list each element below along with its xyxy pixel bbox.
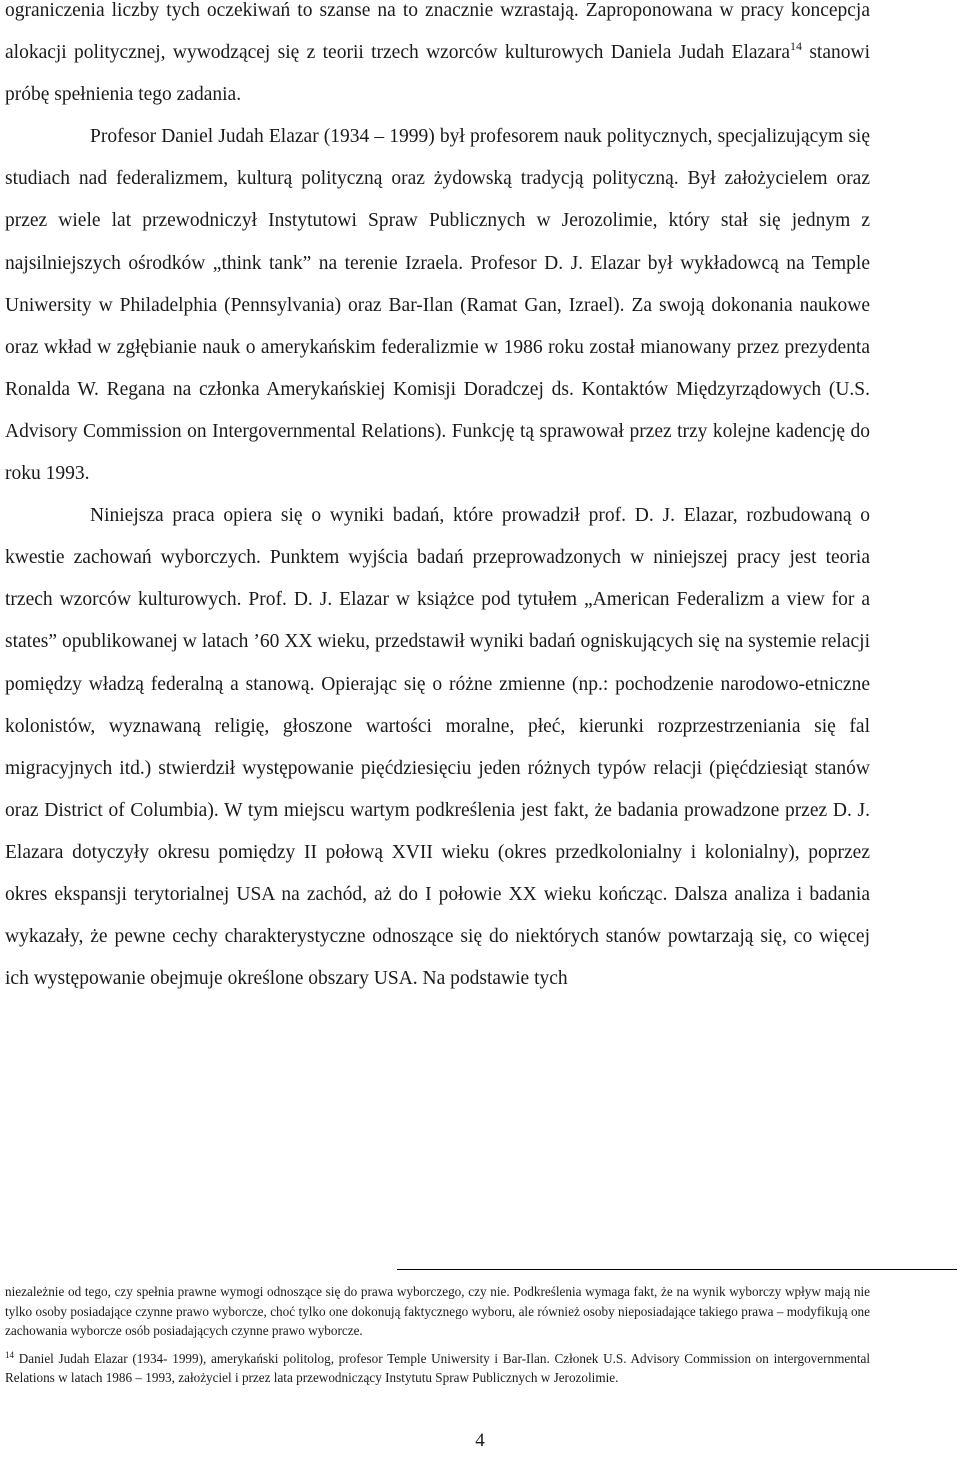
- paragraph-1-tail: stanowi próbę spełnienia tego zadania.: [5, 42, 870, 106]
- page-number: 4: [475, 1430, 485, 1451]
- paragraph-1-text: ograniczenia liczby tych oczekiwań to szanse na to znacznie wzrastają. Zaproponowana w pracy koncepcja alokacji politycznej, wywodzącej się z teorii trzech wzorców kulturowych Daniela Judah Elazara: [5, 0, 870, 64]
- footnote-14-marker: 14: [5, 1349, 14, 1360]
- footnote-ref-14[interactable]: 14: [790, 39, 802, 54]
- document-page: [5, 0, 870, 1000]
- footnote-14: [5, 1349, 870, 1388]
- footnote-14-text: Daniel Judah Elazar (1934- 1999), amerykański politolog, profesor Temple Uniwersity i Bar-Ilan. Członek U.S. Advisory Commission on intergovernmental Relations w latach 1986 – 1993, założyciel i przez lata przewodniczący Instytutu Spraw Publicznych w Jerozolimie.: [5, 1350, 870, 1385]
- paragraph-2: Profesor Daniel Judah Elazar (1934 – 1999) był profesorem nauk politycznych, specjalizującym się studiach nad federalizmem, kulturą polityczną oraz żydowską tradycją polityczną. Był założycielem oraz przez wiele lat przewodniczył Instytutowi Spraw Publicznych w Jerozolimie, który stał się jednym z najsilniejszych ośrodków „think tank” na terenie Izraela. Profesor D. J. Elazar był wykładowcą na Temple Uniwersity w Philadelphia (Pennsylvania) oraz Bar-Ilan (Ramat Gan, Izrael). Za swoją dokonania naukowe oraz wkład w zgłębianie nauk o amerykańskim federalizmie w 1986 roku został mianowany przez prezydenta Ronalda W. Regana na członka Amerykańskiej Komisji Doradczej ds. Kontaktów Międzyrządowych (U.S. Advisory Commission on Intergovernmental Relations). Funkcję tą sprawował przez trzy kolejne kadencję do roku 1993.: [5, 126, 870, 485]
- footnotes: [5, 1268, 870, 1388]
- footnote-continuation: niezależnie od tego, czy spełnia prawne wymogi odnoszące się do prawa wyborczego, czy nie. Podkreślenia wymaga fakt, że na wynik wyborczy wpływ mają nie tylko osoby posiadające czynne prawo wyborcze, choć tylko one dokonują faktycznego wyboru, ale również osoby nieposiadające takiego prawa – modyfikują one zachowania wyborcze osób posiadających czynne prawo wyborcze.: [5, 1284, 870, 1338]
- paragraph-1: [5, 0, 870, 116]
- paragraph-3: Niniejsza praca opiera się o wyniki badań, które prowadził prof. D. J. Elazar, rozbudowaną o kwestie zachowań wyborczych. Punktem wyjścia badań przeprowadzonych w niniejszej pracy jest teoria trzech wzorców kulturowych. Prof. D. J. Elazar w książce pod tytułem „American Federalizm a view for a states” opublikowanej w latach ’60 XX wieku, przedstawił wyniki badań ogniskujących się na systemie relacji pomiędzy władzą federalną a stanową. Opierając się o różne zmienne (np.: pochodzenie narodowo-etniczne kolonistów, wyznawaną religię, głoszone wartości moralne, płeć, kierunki rozprzestrzeniania się fal migracyjnych itd.) stwierdził występowanie pięćdziesięciu jeden różnych typów relacji (pięćdziesiąt stanów oraz District of Columbia). W tym miejscu wartym podkreślenia jest fakt, że badania prowadzone przez D. J. Elazara dotyczyły okresu pomiędzy II połową XVII wieku (okres przedkolonialny i kolonialny), poprzez okres ekspansji terytorialnej USA na zachód, aż do I połowie XX wieku kończąc. Dalsza analiza i badania wykazały, że pewne cechy charakterystyczne odnoszące się do niektórych stanów powtarzają się, co więcej ich występowanie obejmuje określone obszary USA. Na podstawie tych: [5, 505, 870, 990]
